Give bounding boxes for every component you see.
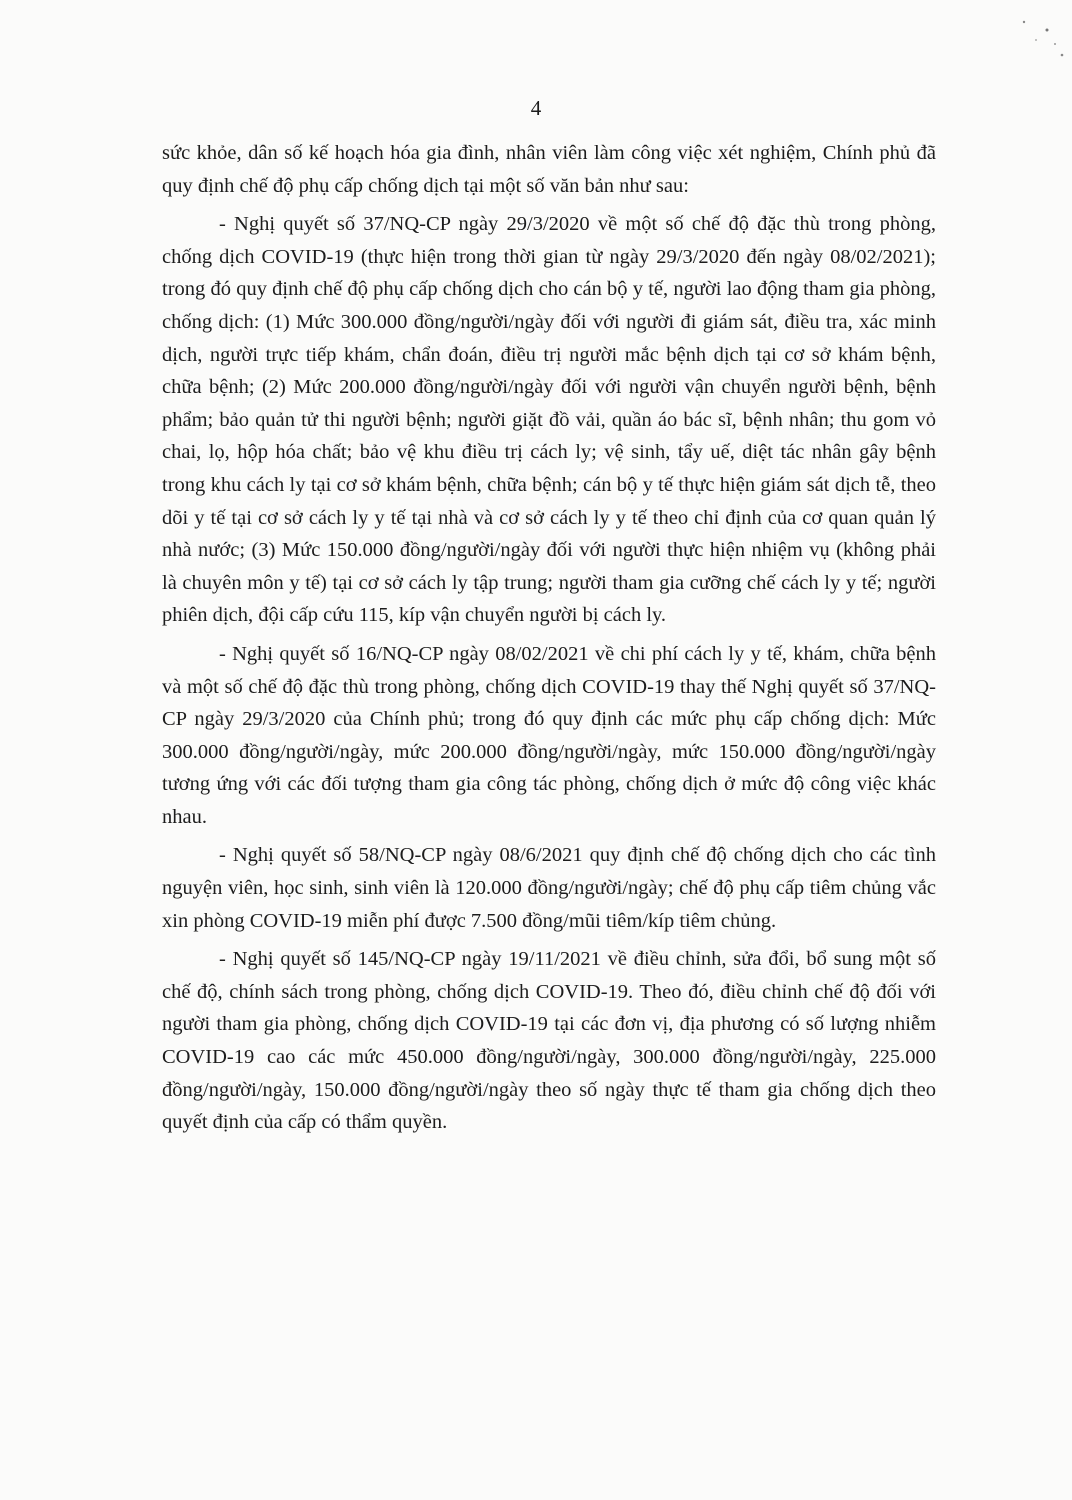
- paragraph-resolution-145: - Nghị quyết số 145/NQ-CP ngày 19/11/2021 về điều chỉnh, sửa đổi, bổ sung một số chế độ, chính sách trong phòng, chống dịch COVID-19. Theo đó, điều chỉnh chế độ đối với người tham gia phòng, chống dịch COVID-19 tại các đơn vị, địa phương có số lượng nhiễm COVID-19 cao các mức 450.000 đồng/người/ngày, 300.000 đồng/người/ngày, 225.000 đồng/người/ngày, 150.000 đồng/người/ngày theo số ngày thực tế tham gia chống dịch theo quyết định của cấp có thẩm quyền.: [162, 948, 936, 1134]
- paragraph-resolution-37: - Nghị quyết số 37/NQ-CP ngày 29/3/2020 về một số chế độ đặc thù trong phòng, chống dịch COVID-19 (thực hiện trong thời gian từ ngày 29/3/2020 đến ngày 08/02/2021); trong đó quy định chế độ phụ cấp chống dịch cho cán bộ y tế, người lao động tham gia phòng, chống dịch: (1) Mức 300.000 đồng/người/ngày đối với người đi giám sát, điều tra, xác minh dịch, người trực tiếp khám, chẩn đoán, điều trị người mắc bệnh dịch tại cơ sở khám bệnh, chữa bệnh; (2) Mức 200.000 đồng/người/ngày đối với người vận chuyển người bệnh, bệnh phẩm; bảo quản tử thi người bệnh; người giặt đồ vải, quần áo bác sĩ, bệnh nhân; thu gom vỏ chai, lọ, hộp hóa chất; bảo vệ khu điều trị cách ly; vệ sinh, tẩy uế, diệt tác nhân gây bệnh trong khu cách ly tại cơ sở khám bệnh, chữa bệnh; cán bộ y tế thực hiện giám sát dịch tễ, theo dõi y tế tại cơ sở cách ly y tế tại nhà và cơ sở cách ly y tế theo chỉ định của cơ quan quản lý nhà nước; (3) Mức 150.000 đồng/người/ngày đối với người thực hiện nhiệm vụ (không phải là chuyên môn y tế) tại cơ sở cách ly tập trung; người tham gia cưỡng chế cách ly y tế; người phiên dịch, đội cấp cứu 115, kíp vận chuyển người bị cách ly.: [162, 213, 936, 627]
- document-body: [162, 137, 936, 1145]
- page-number: 4: [530, 96, 542, 120]
- paragraph-resolution-16: - Nghị quyết số 16/NQ-CP ngày 08/02/2021 về chi phí cách ly y tế, khám, chữa bệnh và một số chế độ đặc thù trong phòng, chống dịch COVID-19 thay thế Nghị quyết số 37/NQ-CP ngày 29/3/2020 của Chính phủ; trong đó quy định các mức phụ cấp chống dịch: Mức 300.000 đồng/người/ngày, mức 200.000 đồng/người/ngày, mức 150.000 đồng/người/ngày tương ứng với các đối tượng tham gia công tác phòng, chống dịch ở mức độ công việc khác nhau.: [162, 642, 936, 828]
- paragraph-intro: sức khỏe, dân số kế hoạch hóa gia đình, nhân viên làm công việc xét nghiệm, Chính phủ đã quy định chế độ phụ cấp chống dịch tại một số văn bản như sau:: [162, 142, 936, 197]
- paragraph-resolution-58: - Nghị quyết số 58/NQ-CP ngày 08/6/2021 quy định chế độ chống dịch cho các tình nguyện viên, học sinh, sinh viên là 120.000 đồng/người/ngày; chế độ phụ cấp tiêm chủng vắc xin phòng COVID-19 miễn phí được 7.500 đồng/mũi tiêm/kíp tiêm chủng.: [162, 844, 936, 932]
